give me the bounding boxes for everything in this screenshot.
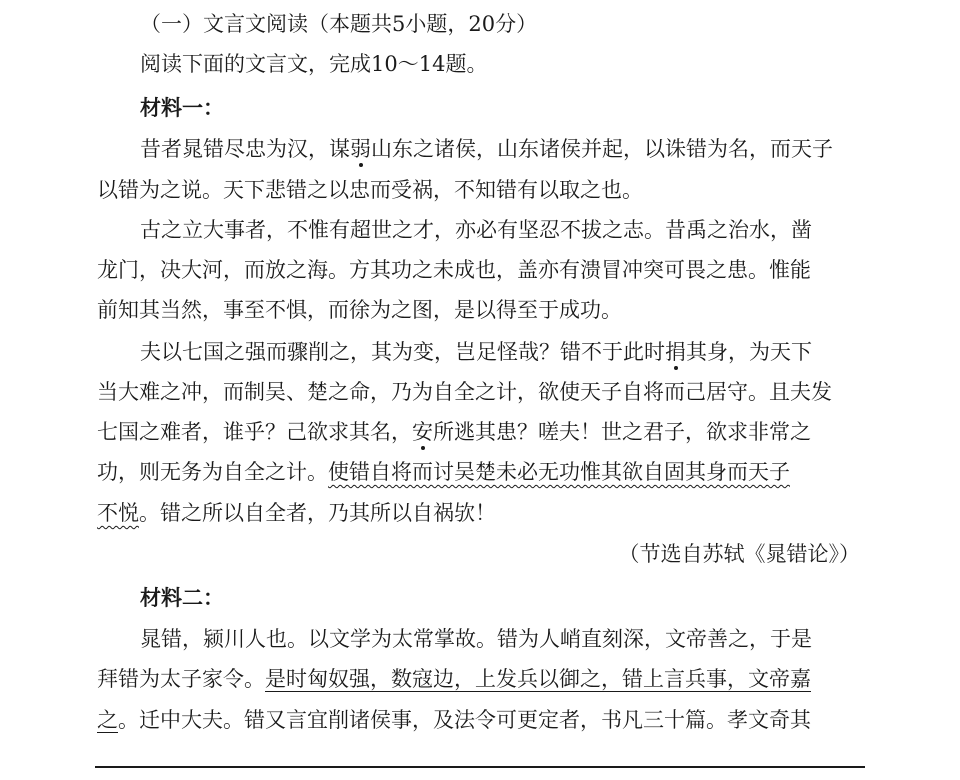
passage-line: 晁错，颍川人也。以文学为太常掌故。错为人峭直刻深，文帝善之，于是 (140, 627, 812, 651)
passage-line: 以错为之说。天下悲错之以忠而受祸，不知错有以取之也。 (97, 178, 643, 202)
emphasis-char: 安 (412, 420, 433, 444)
material-one-heading: 材料一： (140, 96, 224, 120)
passage-line: 昔者晁错尽忠为汉，谋弱山东之诸侯，山东诸侯并起，以诛错为名，而天子 (140, 137, 833, 161)
wavy-underlined-sentence: 不悦 (97, 501, 139, 525)
section-title: （一）文言文阅读（本题共5小题，20分） (140, 12, 538, 36)
passage-line: 古之立大事者，不惟有超世之才，亦必有坚忍不拔之志。昔禹之治水，凿 (140, 218, 812, 242)
passage-line: 前知其当然，事至不惧，而徐为之图，是以得至于成功。 (97, 298, 622, 322)
emphasis-char: 捐 (665, 340, 686, 364)
passage-line: 功，则无务为自全之计。使错自将而讨吴楚未必无功惟其欲自固其身而天子 (97, 460, 790, 484)
passage-line: 龙门，决大河，而放之海。方其功之未成也，盖亦有溃冒冲突可畏之患。惟能 (97, 258, 811, 282)
wavy-underlined-sentence: 使错自将而讨吴楚未必无功惟其欲自固其身而天子 (328, 460, 790, 484)
passage-line: 拜错为太子家令。是时匈奴强，数寇边，上发兵以御之，错上言兵事，文帝嘉 (97, 667, 811, 691)
material-two-heading: 材料二： (140, 586, 224, 610)
divider-rule (95, 766, 865, 768)
instruction: 阅读下面的文言文，完成10～14题。 (140, 52, 488, 76)
passage-line: 之。迁中大夫。错又言宜削诸侯事，及法令可更定者，书凡三十篇。孝文奇其 (97, 708, 811, 732)
underlined-sentence: 是时匈奴强，数寇边，上发兵以御之，错上言兵事，文帝嘉 (265, 667, 811, 691)
emphasis-char: 弱 (350, 137, 371, 161)
underlined-sentence: 之 (97, 708, 118, 732)
source-citation: （节选自苏轼《晁错论》） (618, 542, 860, 566)
passage-line: 夫以七国之强而骤削之，其为变，岂足怪哉？错不于此时捐其身，为天下 (140, 340, 812, 364)
passage-line: 七国之难者，谁乎？己欲求其名，安所逃其患？嗟夫！世之君子，欲求非常之 (97, 420, 811, 444)
passage-line: 当大难之冲，而制吴、楚之命，乃为自全之计，欲使天子自将而己居守。且夫发 (97, 380, 832, 404)
passage-line: 不悦。错之所以自全者，乃其所以自祸欤！ (97, 501, 496, 525)
